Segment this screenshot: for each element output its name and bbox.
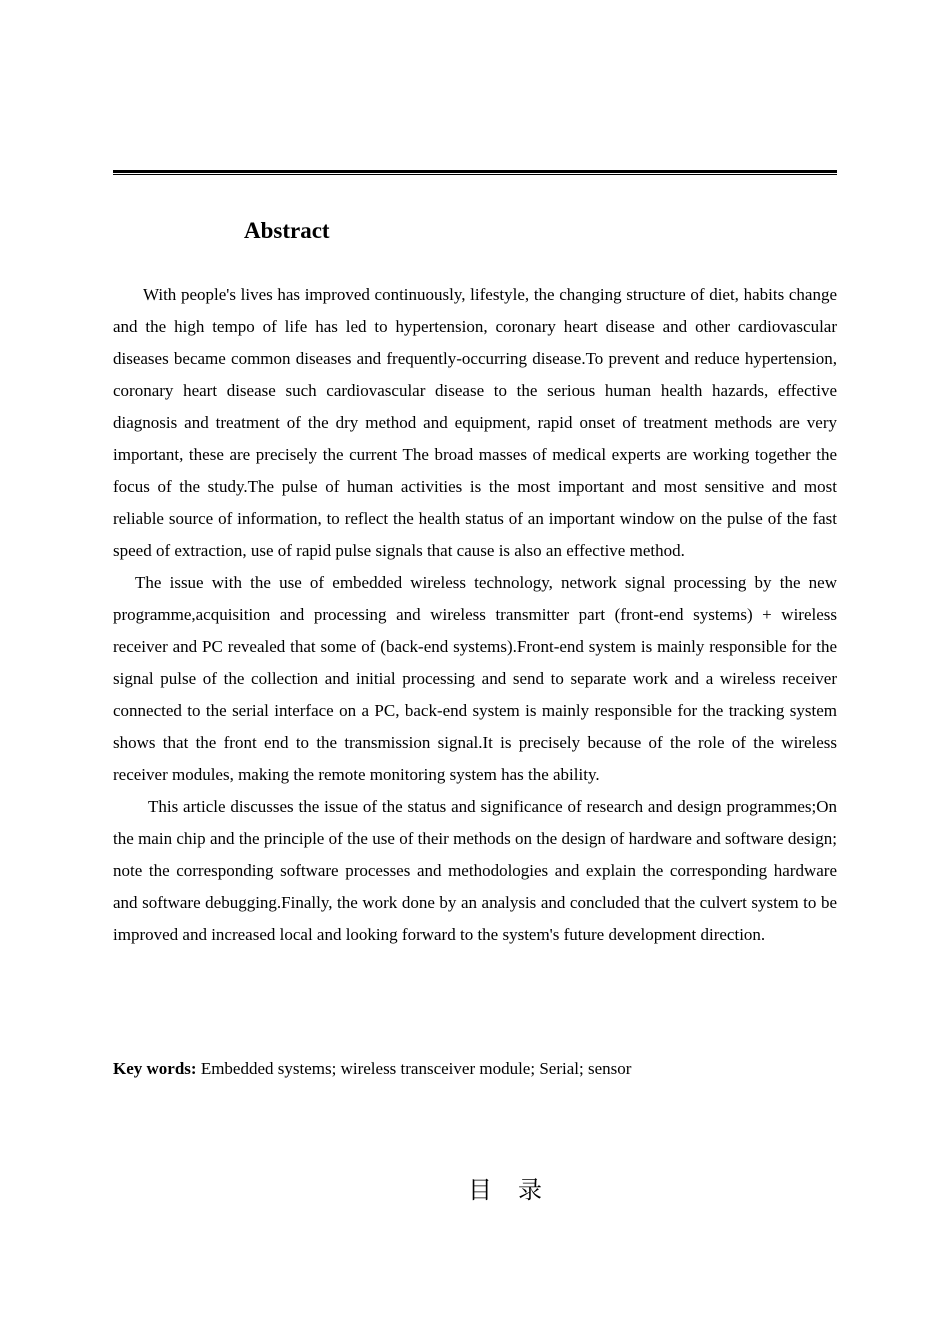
header-double-rule — [113, 170, 837, 175]
abstract-body — [113, 279, 837, 951]
abstract-paragraph-3: This article discusses the issue of the status and significance of research and design programmes;On the main chip and the principle of the use of their methods on the design of hardware and software design; note the corresponding software processes and methodologies and explain the corresponding hardware and software debugging.Finally, the work done by an analysis and concluded that the culvert system to be improved and increased local and looking forward to the system's future development direction. — [113, 797, 837, 944]
abstract-paragraph-1: With people's lives has improved continuously, lifestyle, the changing structure of diet, habits change and the high tempo of life has led to hypertension, coronary heart disease and other cardiovascular diseases became common diseases and frequently-occurring disease.To prevent and reduce hypertension, coronary heart disease such cardiovascular disease to the serious human health hazards, effective diagnosis and treatment of the dry method and equipment, rapid onset of treatment methods are very important, these are precisely the current The broad masses of medical experts are working together the focus of the study.The pulse of human activities is the most important and most sensitive and most reliable source of information, to reflect the health status of an important window on the pulse of the fast speed of extraction, use of rapid pulse signals that cause is also an effective method. — [113, 285, 837, 560]
keywords-label: Key words: — [113, 1059, 197, 1078]
keywords-text: Embedded systems; wireless transceiver module; Serial; sensor — [200, 1059, 632, 1078]
keywords-line — [113, 1056, 837, 1082]
abstract-paragraph-2: The issue with the use of embedded wireless technology, network signal processing by the new programme,acquisition and processing and wireless transmitter part (front-end systems) + wireless receiver and PC revealed that some of (back-end systems).Front-end system is mainly responsible for the signal pulse of the collection and initial processing and send to separate work and a wireless receiver connected to the serial interface on a PC, back-end system is mainly responsible for the tracking system shows that the front end to the transmission signal.It is precisely because of the role of the wireless receiver modules, making the remote monitoring system has the ability. — [113, 573, 837, 784]
abstract-title: Abstract — [244, 218, 330, 243]
toc-title: 目录 — [468, 1176, 568, 1204]
